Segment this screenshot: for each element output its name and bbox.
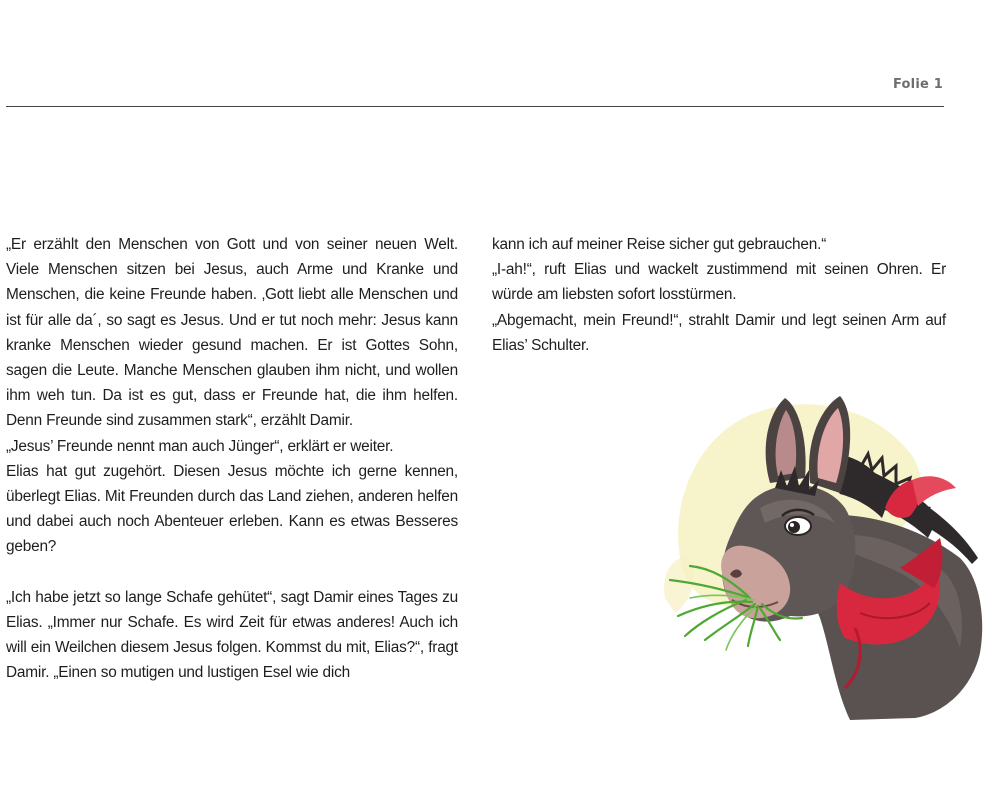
slide-number: Folie 1 (893, 77, 943, 92)
paragraph: kann ich auf meiner Reise sicher gut gebrauchen.“ (492, 236, 827, 253)
right-text-column (492, 232, 946, 358)
left-text-column (6, 232, 458, 685)
donkey-illustration-icon (660, 388, 990, 720)
header-divider (6, 106, 944, 107)
paragraph: „I-ah!“, ruft Elias und wackelt zustimmend mit seinen Ohren. Er würde am liebsten sofort losstürmen. (492, 261, 946, 304)
paragraph: „Er erzählt den Menschen von Gott und von seiner neuen Welt. Viele Menschen sitzen bei Jesus, auch Arme und Kranke und Menschen, die keine Freunde haben. ‚Gott liebt alle Menschen und ist für alle da´, so sagt es Jesus. Und er tut noch mehr: Jesus kann kranke Menschen wieder gesund machen. Er ist Gottes Sohn, sagen die Leute. Manche Menschen glauben ihm nicht, und wollen ihm weh tun. Da ist es gut, dass er Freunde hat, die ihm helfen. Denn Freunde sind zusammen stark“, erzählt Damir. (6, 236, 458, 430)
paragraph: Elias hat gut zugehört. Diesen Jesus möchte ich gerne kennen, überlegt Elias. Mit Freunden durch das Land ziehen, anderen helfen und dabei auch noch Abenteuer erleben. Kann es etwas Besseres geben? (6, 462, 458, 556)
paragraph: „Jesus’ Freunde nennt man auch Jünger“, erklärt er weiter. (6, 437, 394, 455)
paragraph: „Ich habe jetzt so lange Schafe gehütet“, sagt Damir eines Tages zu Elias. „Immer nur Schafe. Es wird Zeit für etwas anderes! Auch ich will ein Weilchen diesem Jesus folgen. Kommst du mit, Elias?“, fragt Damir. „Einen so mutigen und lustigen Esel wie dich (6, 588, 458, 682)
paragraph: „Abgemacht, mein Freund!“, strahlt Damir und legt seinen Arm auf Elias’ Schulter. (492, 311, 946, 354)
